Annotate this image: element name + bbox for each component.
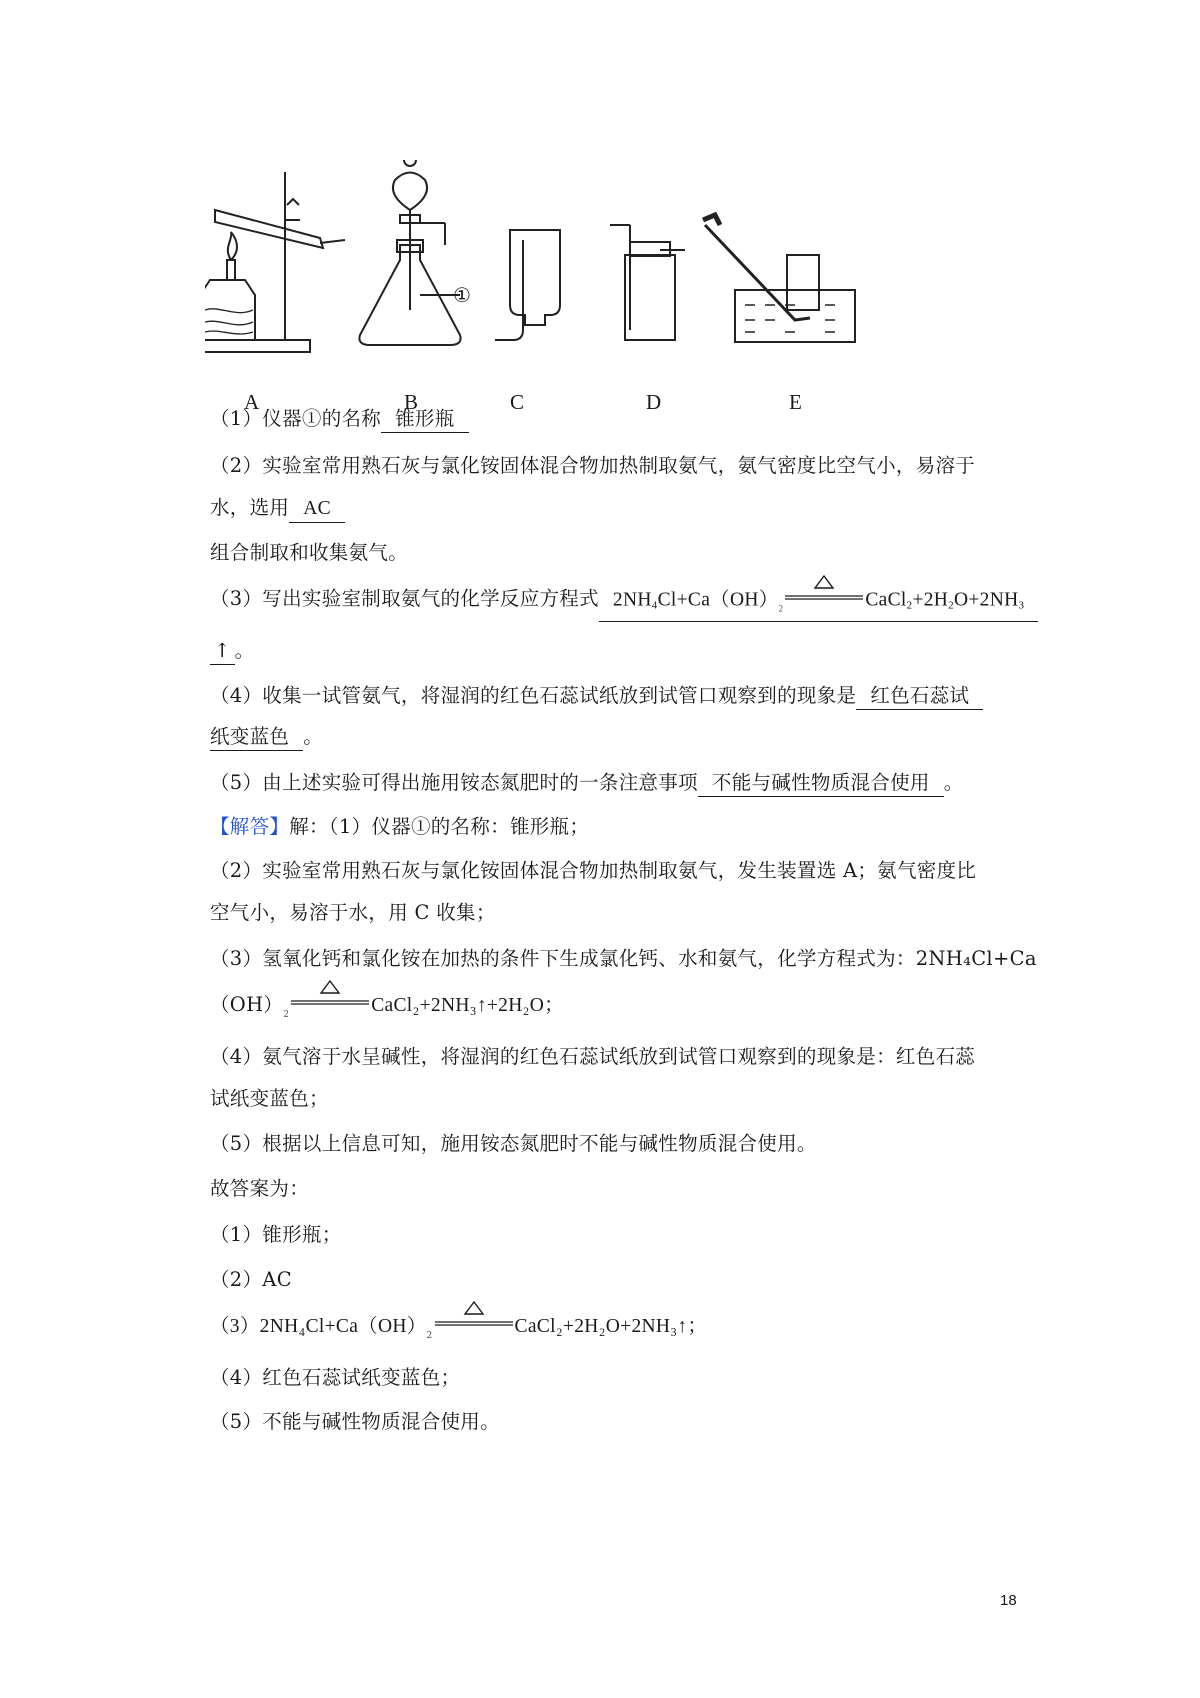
answer-blank-3: $2NH_4Cl+Ca(OH)_2$ $CaCl_2+2H_2O+2NH_3$ [599, 588, 1038, 622]
answer-blank-1: 锥形瓶 [381, 408, 468, 433]
apparatus-drawing [205, 160, 1025, 430]
solution-line-1: 【解答】解：（1）仪器①的名称：锥形瓶； [210, 815, 590, 838]
answer-2: （2）AC [210, 1268, 292, 1291]
label-A: A [244, 390, 260, 414]
test-tube [215, 210, 323, 248]
question-2-line-3: 组合制取和收集氨气。 [210, 541, 409, 564]
label-E: E [789, 390, 802, 414]
delivery-tube [705, 225, 810, 320]
marker-one: ① [453, 283, 471, 307]
label-C: C [510, 390, 525, 414]
answer-blank-2: AC [289, 498, 345, 523]
question-4-line-2: 纸变蓝色 。 [210, 724, 323, 751]
heat-condition-symbol [783, 588, 865, 614]
solution-line-4: （3）氢氧化钙和氯化铵在加热的条件下生成氯化钙、水和氨气，化学方程式为：2NH₄Cl+Ca [210, 947, 1037, 970]
heat-condition-symbol [289, 993, 371, 1019]
answer-1: （1）锥形瓶； [210, 1223, 342, 1246]
label-D: D [646, 390, 662, 414]
solution-line-3: 空气小，易溶于水，用 C 收集； [210, 901, 496, 924]
solution-line-2: （2）实验室常用熟石灰与氯化铵固体混合物加热制取氨气，发生装置选 A；氨气密度比 [210, 859, 977, 882]
question-2-line-1: （2）实验室常用熟石灰与氯化铵固体混合物加热制取氨气，氨气密度比空气小，易溶于 [210, 454, 976, 477]
answer-blank-4: 红色石蕊试 [856, 685, 983, 710]
label-B: B [404, 390, 419, 414]
inverted-bottle [510, 230, 560, 325]
water-trough [735, 290, 855, 342]
question-2-line-2: 水，选用 AC [210, 495, 345, 523]
answer-4: （4）红色石蕊试纸变蓝色； [210, 1366, 461, 1389]
question-1: （1）仪器①的名称 锥形瓶 [210, 406, 469, 433]
gas-bottle [625, 255, 675, 340]
answer-intro: 故答案为： [210, 1177, 310, 1200]
apparatus-figure [205, 160, 1025, 430]
solution-line-7: 试纸变蓝色； [210, 1087, 329, 1110]
question-5: （5）由上述实验可得出施用铵态氮肥时的一条注意事项 不能与碱性物质混合使用 。 [210, 770, 964, 797]
stand-base [205, 340, 310, 352]
answer-5: （5）不能与碱性物质混合使用。 [210, 1410, 500, 1433]
answer-3: $(3)2NH_4Cl+Ca(OH)_2$ CaCl₂+2H₂O+2NH₃↑； [210, 1313, 707, 1349]
question-3-line-1: （3）写出实验室制取氨气的化学反应方程式 $2NH_4Cl+Ca(OH)_2$ $CaCl_2+2H_2O+2NH_3$ [210, 586, 1038, 622]
solution-line-8: （5）根据以上信息可知，施用铵态氮肥时不能与碱性物质混合使用。 [210, 1132, 817, 1155]
separatory-funnel [393, 173, 427, 211]
solution-line-6: （4）氨气溶于水呈碱性，将湿润的红色石蕊试纸放到试管口观察到的现象是：红色石蕊 [210, 1045, 976, 1068]
question-4-line-1: （4）收集一试管氨气，将湿润的红色石蕊试纸放到试管口观察到的现象是 红色石蕊试 [210, 683, 983, 710]
page-number: 18 [1000, 1592, 1017, 1609]
heat-condition-symbol [433, 1314, 515, 1340]
question-3-line-2: ↑ 。 [210, 638, 254, 665]
solution-tag: 【解答】 [210, 815, 290, 838]
solution-line-5: $(OH)_2$ CaCl₂+2NH₃↑+2H₂O； [210, 992, 564, 1028]
answer-blank-5: 不能与碱性物质混合使用 [698, 772, 944, 797]
